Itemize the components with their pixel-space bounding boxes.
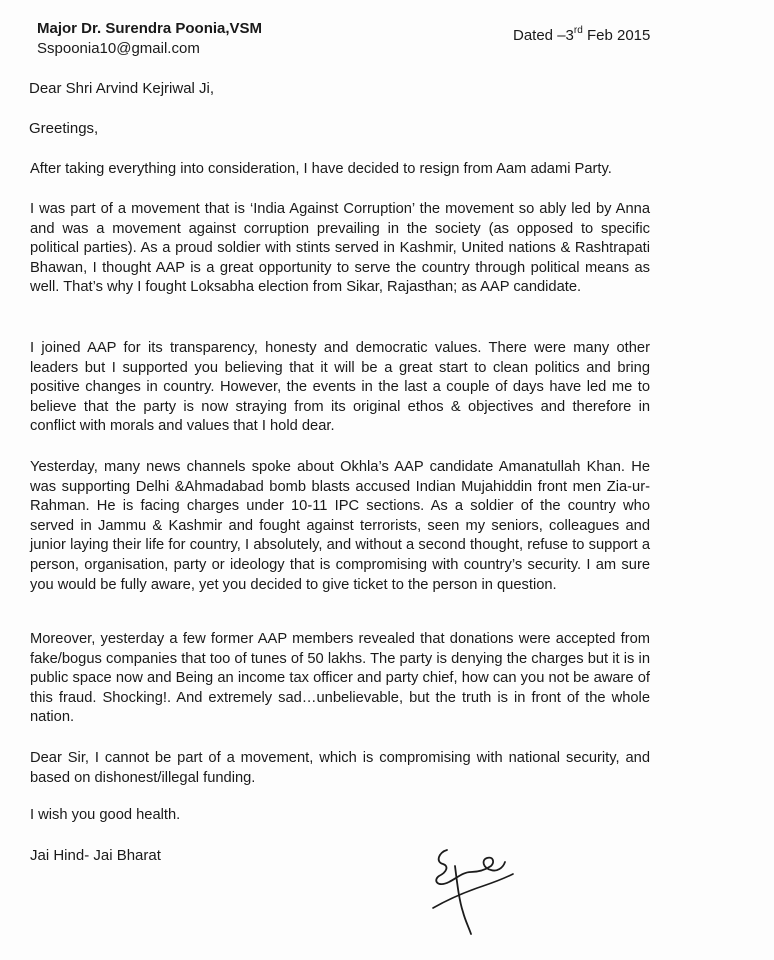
greeting: Greetings,: [29, 120, 99, 137]
paragraph-donations: Moreover, yesterday a few former AAP members revealed that donations were accepted from fake/bogus companies that too of tunes of 50 lakhs. The party is denying the charges but it is in public space now and Being an income tax officer and party chief, how can you not be aware of this fraud. Shocking!. And extremely sad…unbelievable, but the truth is in front of the whole nation.: [30, 631, 650, 726]
date-prefix: Dated –3: [513, 27, 574, 44]
handwritten-signature: [425, 842, 525, 937]
paragraph-joined-aap: I joined AAP for its transparency, honesty and democratic values. There were many other leaders but I supported you believing that it will be a great start to clean politics and bring positive changes in country. However, the events in the last a couple of days have led me to believe that the party is now straying from its original ethos & objectives and therefore in conflict with morals and values that I hold dear.: [30, 340, 650, 435]
sender-name: Major Dr. Surendra Poonia,VSM: [37, 20, 263, 37]
date-suffix: Feb 2015: [582, 27, 651, 44]
paragraph-dear-sir: Dear Sir, I cannot be part of a movement, which is compromising with national security, and based on dishonest/illegal funding.: [30, 750, 650, 786]
closing: Jai Hind- Jai Bharat: [30, 847, 161, 864]
date-superscript: rd: [573, 25, 583, 36]
salutation: Dear Shri Arvind Kejriwal Ji,: [29, 80, 215, 97]
paragraph-resignation: After taking everything into consideration, I have decided to resign from Aam adami Party.: [30, 161, 612, 177]
sender-email: Sspoonia10@gmail.com: [37, 40, 200, 57]
paragraph-good-health: I wish you good health.: [30, 807, 181, 823]
paragraph-candidate: Yesterday, many news channels spoke about Okhla’s AAP candidate Amanatullah Khan. He was supporting Delhi &Ahmadabad bomb blasts accused Indian Mujahiddin front men Zia-ur-Rahman. He is facing charges under 10-11 IPC sections. As a soldier of the country who served in Jammu & Kashmir and fought against terrorists, seen my seniors, colleagues and junior laying their life for country, I absolutely, and without a second thought, refuse to support a person, organisation, party or ideology that is compromising with country’s security. I am sure you would be fully aware, yet you decided to give ticket to the person in question.: [30, 459, 650, 593]
letter-date: [513, 26, 650, 44]
paragraph-movement: I was part of a movement that is ‘India Against Corruption’ the movement so ably led by Anna and was a movement against corruption prevailing in the society (as opposed to specific political parties). As a proud soldier with stints served in Kashmir, United nations & Rashtrapati Bhawan, I thought AAP is a great opportunity to serve the country through political means as well. That’s why I fought Loksabha election from Sikar, Rajasthan; as AAP candidate.: [30, 201, 650, 296]
